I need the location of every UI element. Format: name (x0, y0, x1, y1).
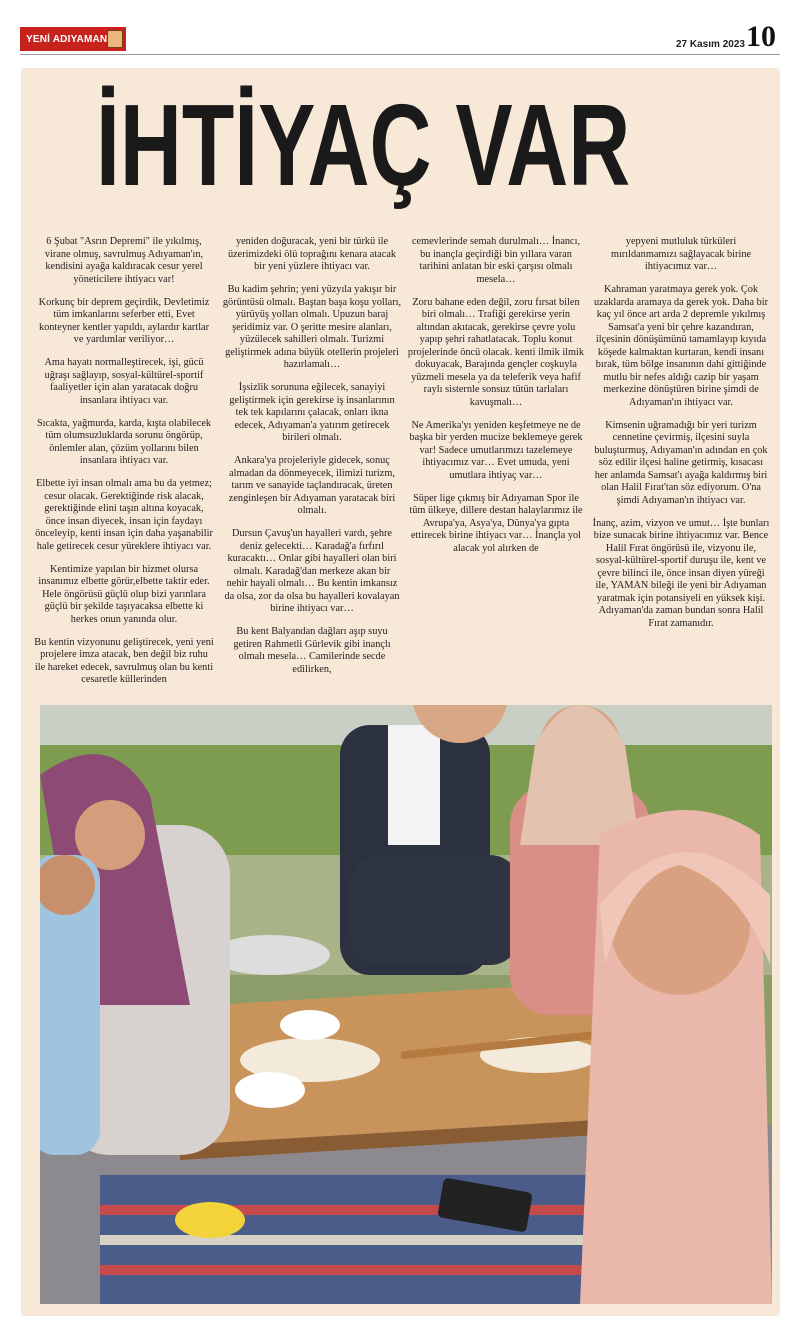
paragraph: Kimsenin uğramadığı bir yeri turizm cennetine çevirmiş, ilçesini suyla buluşturmuş, Adıyaman'ın adından en çok söz edilir ilçesi haline getirmiş, kısacası her anlamda Samsat'ı ayağa kaldırmış biri olan Halil Fırat'tan söz ediyorum. O'na şimdi Adıyaman'ın ihtiyacı var. (594, 419, 768, 506)
paragraph: İnanç, azim, vizyon ve umut… İşte bunları bize sunacak birine ihtiyacımız var. Bence Halil Fırat öngörüsü ile, vizyonu ile, sosyal-kültürel-sportif duruşu ile, kent ve çevre bilinci ile, önce insan diyen yüreği ile, YAMAN bileği ile yeni bir Adıyaman yaratmak için potansiyeli en yüksek kişi. Adıyaman'da zaman bundan sonra Halil Fırat zamanıdır. (592, 517, 770, 629)
issue-date: 27 Kasım 2023 (676, 39, 745, 50)
paragraph: Bu kadim şehrin; yeni yüzyıla yakışır bir görüntüsü olmalı. Baştan başa koşu yolları, yürüyüş yolları olmalı. Upuzun baraj şeridimiz var. O şeritte mesire alanları, yüzülecek sahilleri olmalı. Turizmi geliştirmek adına büyük otellerin projeleri hazırlamalı… (222, 284, 402, 370)
paragraph: cemevlerinde semah durulmalı… İnancı, bu inançla geçirdiği bin yıllara varan tarihini anlatan bir eski çarşısı olmalı mesela… (411, 236, 581, 285)
paragraph: Kentimize yapılan bir hizmet olursa insanımız elbette görür,elbette taktir eder. Hele öngörüsü güçlü olup bizi yarınlara güçlü bir şekilde taşıyacaksa elbette ki herkes onun yanında olur. (38, 563, 210, 625)
paragraph: yepyeni mutluluk türküleri mırıldanmamızı sağlayacak birine ihtiyacımız var… (610, 236, 752, 272)
paragraph: Dursun Çavuş'un hayalleri vardı, şehre deniz gelecekti… Karadağ'a fırfırıl kuracaktı… Onlar gibi hayalleri olan biri olmalı. Karadağ'dan merkeze akan bir nehir hayali olmalı… Bu kentin imkansız da olsa, zor da olsa bu hayalleri kovalayan birine ihtiyacı var… (224, 528, 400, 614)
paragraph: Sıcakta, yağmurda, karda, kışta olabilecek tüm olumsuzluklarda sorunu öngörüp, önlemler alan, çözüm yollarını bilen insanlara ihtiyacı var. (36, 417, 212, 466)
article-column-3 (406, 236, 586, 566)
article-column-2 (222, 236, 402, 687)
paragraph: yeniden doğuracak, yeni bir türkü ile üzerimizdeki ölü toprağını kenara atacak bir yeni yüzlere ihtiyacı var. (227, 236, 397, 272)
article-column-1 (34, 236, 214, 697)
article-photo (40, 705, 772, 1304)
masthead-title: YENİ ADIYAMAN (26, 33, 108, 45)
paragraph: Ama hayatı normalleştirecek, işi, gücü uğraşı sağlayıp, sosyal-kültürel-sportif faaliyetler için alan yaratacak doğru insanlara ihtiyacı var. (44, 357, 204, 406)
paragraph: İşsizlik sorununa eğilecek, sanayiyi geliştirmek için gerekirse iş insanlarının tek tek kapılarını çalacak, onları ikna edecek, Adıyaman'a yatırım getirecek birileri olmalı. (229, 382, 395, 443)
header-divider (20, 54, 780, 55)
masthead-logo (20, 27, 126, 51)
masthead-emblem-icon (107, 30, 123, 48)
paragraph: Süper lige çıkmış bir Adıyaman Spor ile tüm ülkeye, dillere destan halaylarımız ile Avrupa'ya, Asya'ya, Dünya'ya gıpta ettirecek birine ihtiyacı var… İnançla yol alacak yol alırken de (409, 492, 583, 554)
paragraph: Korkunç bir deprem geçirdik, Devletimiz tüm imkanlarını seferber etti, Evet konteyner kentler yapıldı, aylardır kartlar ve yardımlar veriliyor… (38, 296, 210, 345)
paragraph: 6 Şubat "Asrın Depremi" ile yıkılmış, virane olmuş, savrulmuş Adıyaman'ın, kendisini ayağa kaldıracak cesur yerel yöneticilere ihtiyacı var! (44, 236, 204, 285)
paragraph: Bu kent Balyandan dağları aşıp suyu getiren Rahmetli Gürlevik gibi inançlı olmalı mesela… Camilerinde secde edilirken, (233, 626, 391, 675)
article-headline: İHTİYAÇ VAR (96, 80, 631, 210)
paragraph: Elbette iyi insan olmalı ama bu da yetmez; cesur olacak. Gerektiğinde risk alacak, gerektiğinde elini taşın altına koyacak, önce insan diyecek, insan için faydayı önceleyip, kenti insan için daha yaşanabilir hale getirecek cesur yüreklere ihtiyacı var. (35, 478, 213, 552)
paragraph: Ne Amerika'yı yeniden keşfetmeye ne de başka bir yerden mucize beklemeye gerek var! Sadece umutlarımızı tazelemeye ihtiyacımız var… Evet umuda, yeni umutlara ihtiyaç var… (409, 419, 583, 481)
article-column-4 (592, 236, 770, 641)
paragraph: Kahraman yaratmaya gerek yok. Çok uzaklarda aramaya da gerek yok. Daha bir kaç yıl önce art arda 2 depremle yıkılmış Samsat'a yeni bir çehre kazandıran, ilçesinin dönüşümünü tamamlayıp kıyıda köşede kalmaktan kurtaran, kendi insanı bırak, tüm bölge insanının dahi gittiğinde mutlu bir nefes aldığı cazip bir yaşam merkezine dönüştüren birine şimdi de Adıyaman'ın ihtiyacı var. (593, 284, 769, 408)
paragraph: Bu kentin vizyonunu geliştirecek, yeni yeni projelere imza atacak, ben değil biz ruhu ile hareket edecek, savrulmuş olan bu kenti cesaretle küllerinden (34, 636, 214, 685)
paragraph: Zoru bahane eden değil, zoru fırsat bilen biri olmalı… Trafiği gerekirse yerin altından akıtacak, gerekirse çevre yolu yapıp şehri rahatlatacak. Toplu konut projelerinde öncü olacak. kenti ilmik ilmik dokuyacak, Barajında gençler coşkuyla yüzmeli mesela ya da teleferik veya hafif raylı sisternle sonsuz tütün tarlaları kavuşmalı… (407, 296, 585, 408)
page-number: 10 (746, 20, 776, 53)
paragraph: Ankara'ya projeleriyle gidecek, sonuç almadan da dönmeyecek, ilimizi turizm, tarım ve sanayide taçlandıracak, üreten zenginleşen bir Adıyaman yaratacak biri olmalı. (228, 455, 396, 516)
